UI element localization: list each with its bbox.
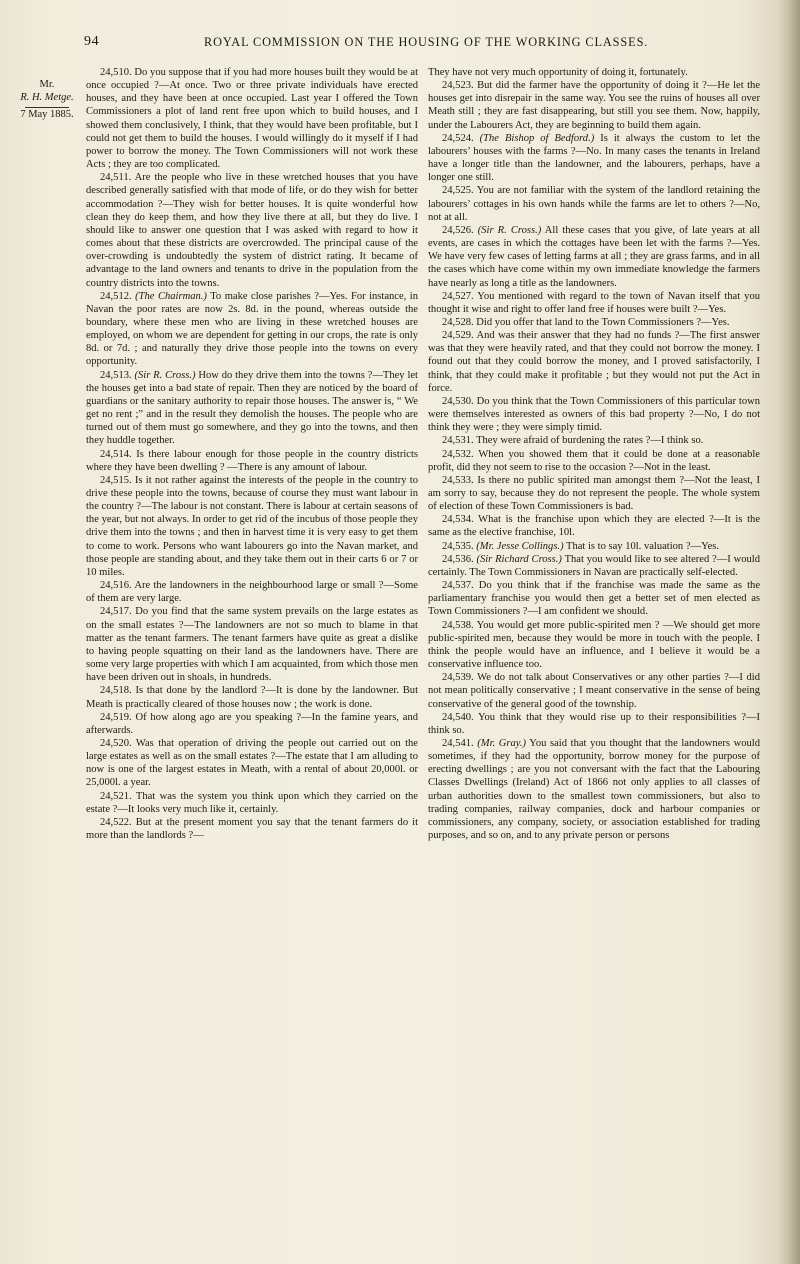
question-number: 24,534. [442, 514, 474, 526]
question-paragraph [428, 329, 760, 395]
question-paragraph [428, 474, 760, 513]
question-number: 24,522. [100, 816, 132, 828]
question-paragraph [86, 290, 418, 369]
question-text: Do you find that the same system prevails on the large estates as on the small estates ?—The landowners are not so much to blame in that matter as the tenant farmers. The tenant farmers have quite as great a dislike to having people squatting on their land as the landowners have. There are some very large properties with which I am acquainted, from which those men have been driven out in shoals, in hundreds. [86, 606, 418, 684]
question-text: They were afraid of burdening the rates ?—I think so. [476, 435, 704, 447]
question-text: Of how along ago are you speaking ?—In the famine years, and afterwards. [86, 711, 418, 736]
question-paragraph [86, 684, 418, 710]
question-number: 24,529. [442, 330, 474, 342]
question-text: Is that done by the landlord ?—It is done by the landowner. But Meath is practically cleared of those houses now ; the work is done. [86, 685, 419, 710]
speaker: (Sir Richard Cross.) [476, 553, 562, 565]
question-text: Are the people who live in these wretched houses that you have described generally satisfied with that mode of life, or do they wish for better accommodation ?—They wish for better houses. It is quite wonderful how clean they do keep them, and how they live there at all, but they do live. I should like to answer one question that I was asked with regard to how it comes about that these districts are overcrowded. The principal cause of the over-crowding is undoubtedly the system of district rating. It became of advantage to the land owners and tenants to drive in the population from the country districts into the towns. [86, 172, 418, 289]
question-number: 24,517. [100, 606, 132, 618]
question-number: 24,537. [442, 580, 474, 592]
question-text: Do you think that if the franchise was made the same as the parliamentary franchise you would then get a better set of men elected as Town Commissioners ?—I am confident we should. [428, 580, 761, 618]
question-text: All these cases that you give, of late years at all events, are cases in which the cottages have been let with the farms ?—Yes. We have very few cases of letting farms at all ; they are grass farms, and in all the cases which have come within my own immediate knowledge the farmers have nearly as long a title as the landowners. [428, 224, 760, 289]
question-number: 24,513. [100, 369, 132, 381]
speaker: (The Chairman.) [135, 290, 207, 302]
question-paragraph [428, 448, 760, 474]
question-number: 24,536. [442, 553, 474, 565]
question-paragraph [86, 816, 418, 842]
right-column [428, 66, 760, 842]
question-paragraph [428, 553, 760, 579]
question-text: How do they drive them into the towns ?—They let the houses get into a bad state of repair. Then they are noticed by the board of guardians or the sanitary authority to repair those houses. The answer is, “ We get no rent ;” and in the result they demolish the houses. The people who are turned out of them must go somewhere, and they go into the towns, and then they huddle together. [86, 369, 418, 447]
left-column [86, 66, 418, 842]
question-paragraph [428, 132, 760, 185]
question-paragraph [86, 605, 418, 684]
question-paragraph [86, 369, 418, 448]
witness-date: 7 May 1885. [20, 109, 74, 120]
question-paragraph [428, 184, 760, 223]
question-number: 24,519. [100, 711, 132, 723]
question-number: 24,511. [100, 172, 132, 184]
question-paragraph [428, 290, 760, 316]
question-paragraph [428, 711, 760, 737]
speaker: (Mr. Gray.) [477, 737, 527, 749]
question-number: 24,539. [442, 672, 474, 684]
question-text: To make close parishes ?—Yes. For instance, in Navan the poor rates are now 2s. 8d. in the pound, whereas outside the boundary, where these men who are living in these wretched houses are employed, on whom we are dependent for getting in our crops, the rate is only 8d. or 7d. ; and naturally they drive those people into the towns on every opportunity. [86, 290, 418, 368]
witness-name: R. H. Metge. [20, 92, 74, 103]
speaker: (Mr. Jesse Collings.) [476, 540, 564, 552]
question-paragraph [428, 224, 760, 290]
question-number: 24,526. [442, 224, 474, 236]
question-text: They have not very much opportunity of doing it, fortunately. [428, 67, 688, 78]
question-text: And was their answer that they had no funds ?—The first answer was that they were heavily rated, and that they could not borrow the money. I found out that they could borrow the money, and I proved satisfactorily, I think, that they could make it profitable ; but they would not put the Act in force. [428, 330, 761, 394]
question-paragraph [428, 619, 760, 672]
question-paragraph [428, 513, 760, 539]
question-paragraph [428, 540, 760, 553]
question-paragraph [86, 579, 418, 605]
question-text: What is the franchise upon which they are elected ?—It is the same as the elective franchise, 10l. [428, 514, 761, 539]
question-text: You would get more public-spirited men ? —We should get more public-spirited men, because they would be more in touch with the people. I think the people would have an influence, and I believe it would be a conservative influence too. [428, 619, 760, 671]
question-number: 24,510. [100, 67, 132, 78]
question-number: 24,518. [100, 685, 132, 697]
question-text: That was the system you think upon which they carried on the estate ?—It looks very much like it, certainly. [86, 790, 418, 815]
question-paragraph [428, 79, 760, 132]
question-text: But did the farmer have the opportunity of doing it ?—He let the houses get into disrepair in the same way. You see the ruins of houses all over Meath still ; they are fast disappearing, but still you see them. Now, happily, under the Labourers Act, they are beginning to build them again. [428, 80, 760, 131]
question-text: Are the landowners in the neighbourhood large or small ?—Some of them are very large. [86, 580, 418, 605]
question-number: 24,535. [442, 540, 474, 552]
question-paragraph [428, 579, 760, 618]
binding-shadow [778, 0, 800, 1264]
question-number: 24,533. [442, 474, 474, 486]
question-number: 24,524. [442, 132, 474, 144]
question-paragraph [428, 434, 760, 447]
question-text: Is there labour enough for those people in the country districts where they have been dwelling ? —There is any amount of labour. [86, 448, 418, 473]
question-paragraph [428, 671, 760, 710]
question-text: You said that you thought that the landowners would sometimes, if they had the opportunity, borrow money for the purpose of erecting dwellings ; are you not conversant with the fact that the Labouring Classes Dwellings (Ireland) Act of 1866 not only applies to all classes of urban authorities down to the smallest town commissioners, but also to trading companies, railway companies, dock and harbour companies or commissioners, any company, society, or association established for trading purposes, and so on, and to any private person or persons [428, 737, 760, 842]
question-text: You are not familiar with the system of the landlord retaining the labourers’ cottages in his own hands while the farms are let to others ?—No, not at all. [428, 185, 760, 223]
question-number: 24,516. [100, 580, 132, 592]
question-number: 24,514. [100, 448, 132, 460]
question-text: When you showed them that it could be done at a reasonable profit, did they not seem to rise to the occasion ?—Not in the least. [428, 448, 760, 473]
question-text: Was that operation of driving the people out carried out on the large estates as well as on the small estates ?—The estate that I am alluding to now is one of the largest estates in Meath, with a rental of about 20,000l. or 25,000l. a year. [86, 737, 418, 789]
question-text: That you would like to see altered ?—I would certainly. The Town Commissioners in Navan are practically self-elected. [428, 553, 760, 578]
question-number: 24,540. [442, 711, 474, 723]
question-number: 24,523. [442, 80, 474, 92]
question-text: Is it always the custom to let the labourers’ houses with the farms ?—No. In many cases the tenants in Ireland have a longer title than the landowner, and the labourers, perhaps, have a longer one still. [428, 132, 761, 184]
running-title: ROYAL COMMISSION ON THE HOUSING OF THE WORKING CLASSES. [204, 35, 649, 49]
question-text: Is there no public spirited man amongst them ?—Not the least, I am sorry to say, because they do not represent the people. The whole system of election of these Town Commissioners is bad. [428, 474, 761, 513]
question-text: That is to say 10l. valuation ?—Yes. [566, 540, 720, 552]
question-paragraph [428, 66, 760, 79]
running-head [84, 34, 784, 52]
question-paragraph [86, 448, 418, 474]
question-text: You think that they would rise up to their responsibilities ?—I think so. [428, 711, 760, 736]
question-paragraph [428, 316, 760, 329]
speaker: (Sir R. Cross.) [134, 369, 196, 381]
question-number: 24,530. [442, 395, 474, 407]
question-number: 24,528. [442, 316, 474, 328]
question-number: 24,515. [100, 474, 132, 486]
question-paragraph [86, 474, 418, 579]
question-paragraph [86, 66, 418, 171]
question-number: 24,512. [100, 290, 132, 302]
question-number: 24,532. [442, 448, 474, 460]
question-paragraph [428, 395, 760, 434]
question-text: Do you think that the Town Commissioners of this particular town were themselves interested as owners of this bad property ?—No, I do not think they were ; they were simply timid. [428, 395, 760, 434]
margin-note [14, 78, 80, 121]
witness-title: Mr. [39, 79, 55, 90]
question-number: 24,520. [100, 737, 132, 749]
question-text: Did you offer that land to the Town Commissioners ?—Yes. [476, 316, 730, 328]
question-number: 24,527. [442, 290, 474, 302]
question-paragraph [86, 790, 418, 816]
question-number: 24,538. [442, 619, 474, 631]
speaker: (Sir R. Cross.) [477, 224, 542, 236]
question-paragraph [86, 171, 418, 289]
question-text: You mentioned with regard to the town of Navan itself that you thought it wise and right to offer land free if houses were built ?—Yes. [428, 290, 760, 315]
question-number: 24,541. [442, 737, 474, 749]
question-text: Is it not rather against the interests of the people in the country to drive these people into the towns, because of course they must want labour in the country ?—The labour is not constant. There is labour at certain seasons of the year, but not always. In order to get rid of the incubus of those people they drive them into the towns ; and then in harvest time it is very easy to get them to come to work. Persons who want labourers go into the Navan market, and those people are standing about, and they take them out in their carts 6 or 7 or 10 miles. [86, 474, 418, 578]
question-number: 24,525. [442, 185, 474, 197]
question-paragraph [86, 737, 418, 790]
question-paragraph [86, 711, 418, 737]
speaker: (The Bishop of Bedford.) [479, 132, 595, 144]
question-number: 24,521. [100, 790, 132, 802]
question-paragraph [428, 737, 760, 842]
question-text: But at the present moment you say that the tenant farmers do it more than the landlords ?— [86, 816, 418, 842]
question-text: We do not talk about Conservatives or any other parties ?—I did not mean politically conservative ; I meant conservative in the sense of being conservative of the general good of the township. [428, 672, 760, 710]
page-number: 94 [84, 34, 100, 49]
question-number: 24,531. [442, 435, 474, 447]
question-text: Do you suppose that if you had more houses built they would be at once occupied ?—At once. Two or three private individuals have erected houses, and they have been at once occupied. Last year I offered the Town Commissioners a plot of land rent free upon which to build houses, and I showed them conclusively, I think, that they would have been profitable, but I could not get them to build the houses. I would willingly do it myself if I had power to borrow the money. The Town Commissioners will not work these Acts ; they are too complicated. [86, 67, 419, 171]
